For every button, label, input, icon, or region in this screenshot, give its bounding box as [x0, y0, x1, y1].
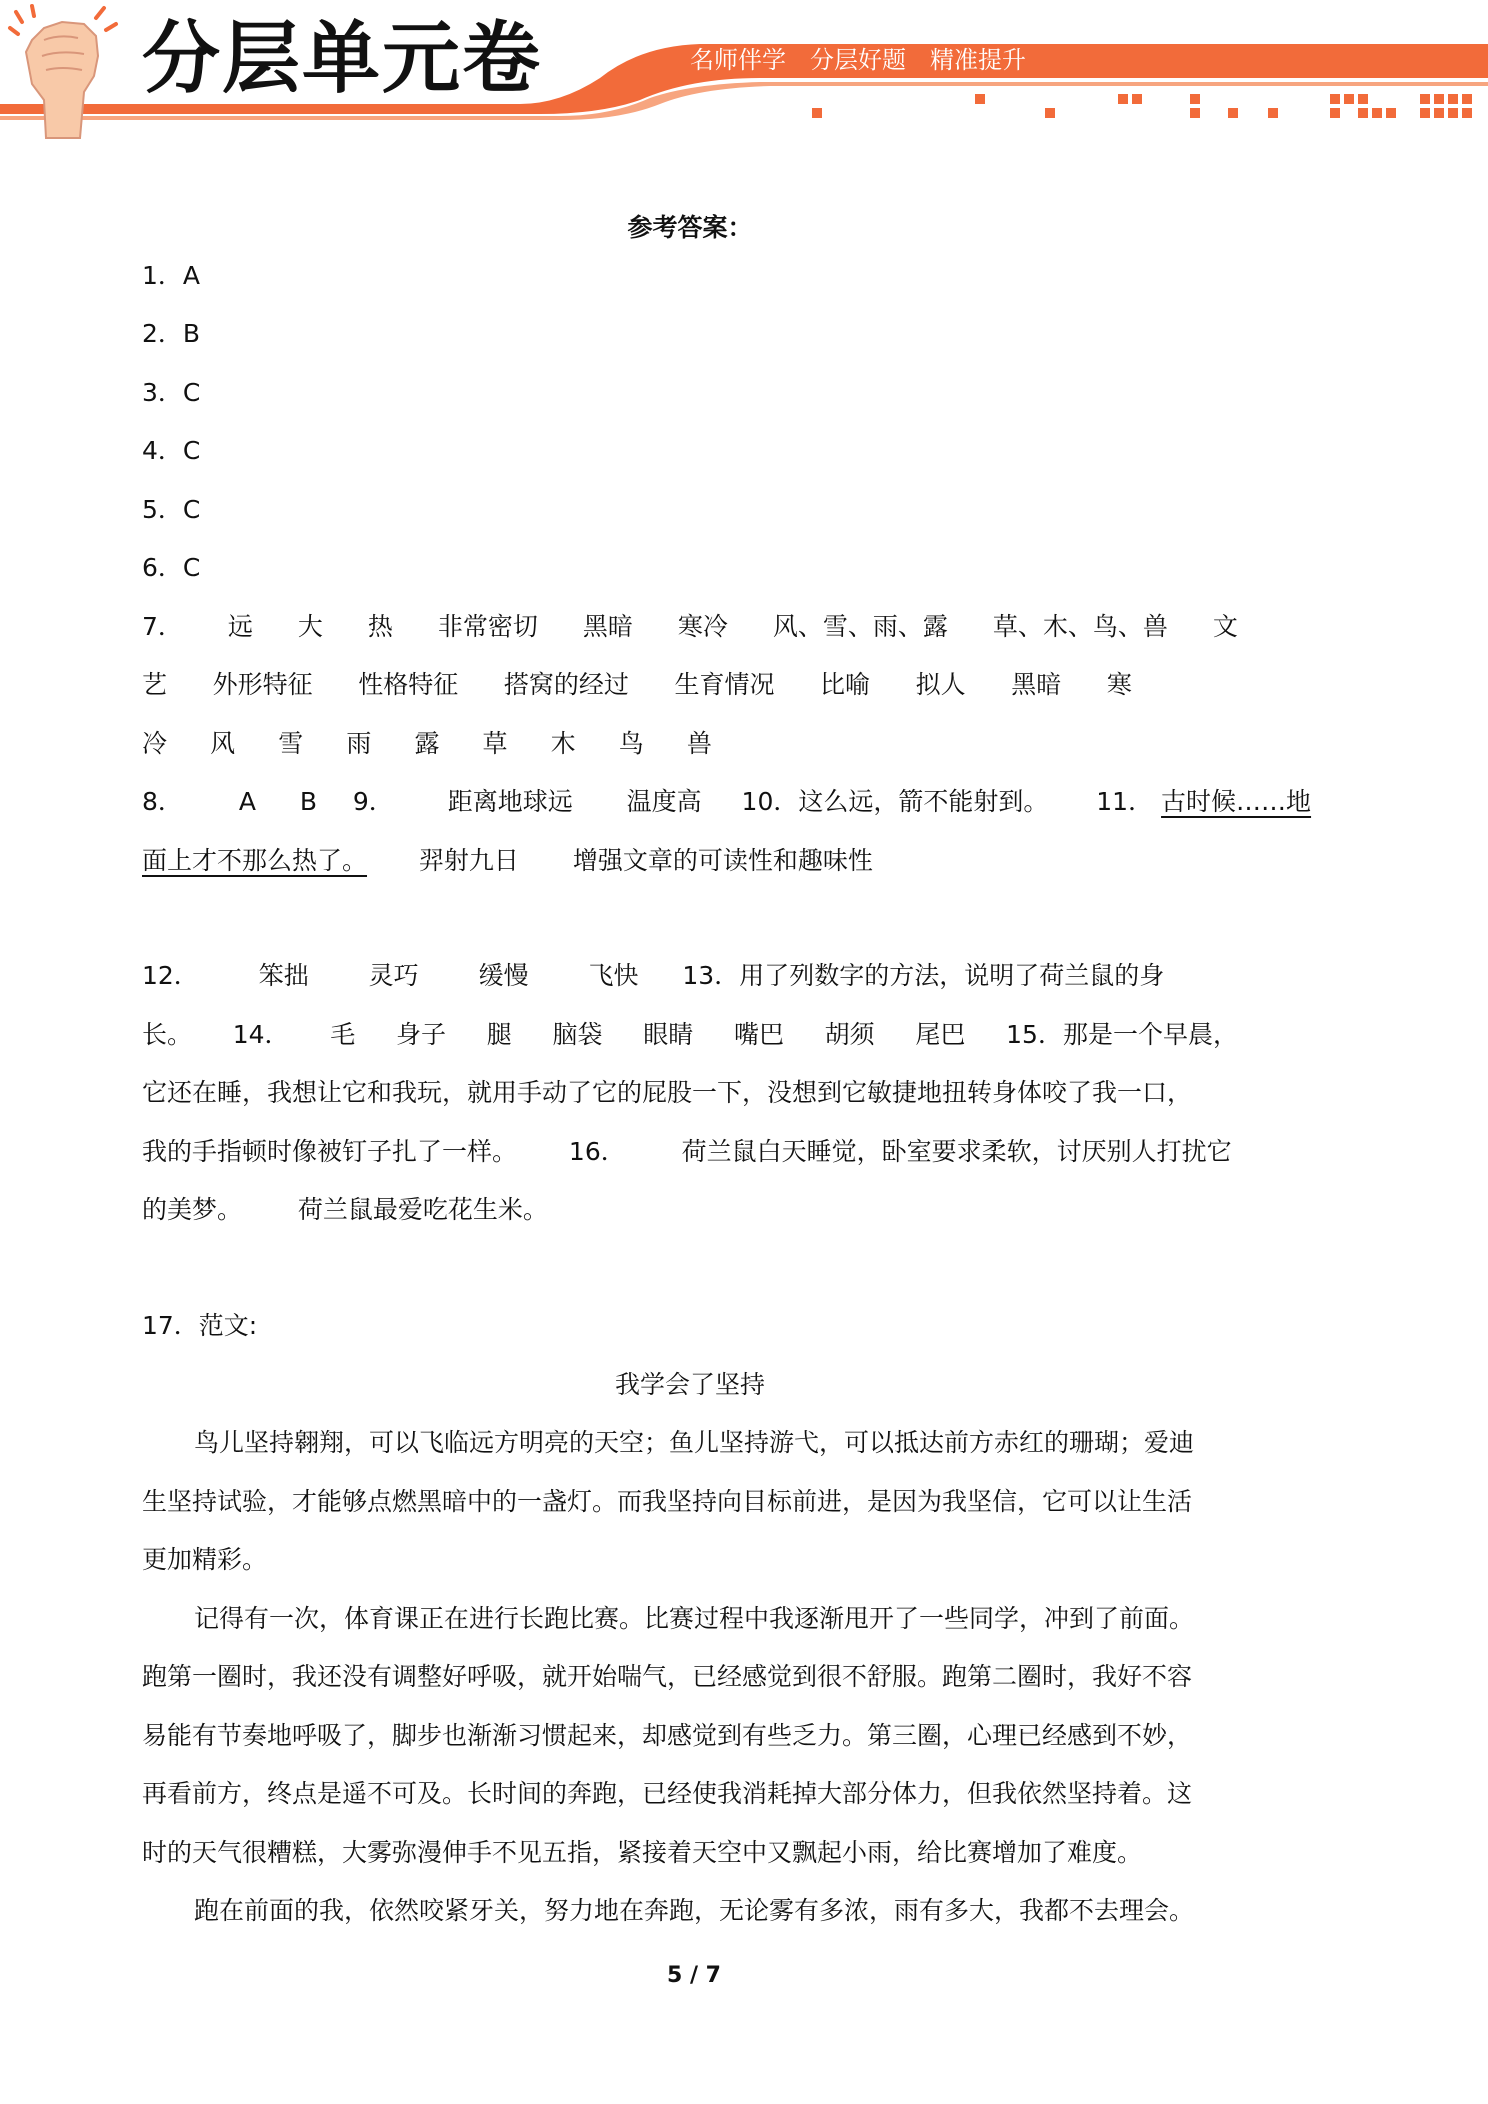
q7-item: 性格特征 [358, 670, 459, 699]
q14-q15-line [142, 1006, 1238, 1065]
q7-item: 冷 [142, 729, 168, 758]
q7-item: 风 [210, 729, 236, 758]
q7-item: 大 [297, 612, 323, 641]
essay-line: 跑第一圈时，我还没有调整好呼吸，就开始喘气，已经感觉到很不舒服。跑第二圈时，我好不容 [142, 1662, 1193, 1691]
q8-num: 8． [142, 787, 183, 816]
q7-item: 艺 [142, 670, 168, 699]
brand-title: 分层单元卷 [142, 14, 543, 104]
q7-item: 外形特征 [212, 670, 313, 699]
essay-line: 再看前方，终点是遥不可及。长时间的奔跑，已经使我消耗掉大部分体力，但我依然坚持着。这 [142, 1779, 1193, 1808]
q14-item: 毛 [330, 1020, 356, 1049]
q7-item: 鸟 [618, 729, 644, 758]
q16-line-2 [142, 1181, 548, 1240]
q17-label: 17．范文: [142, 1311, 258, 1340]
slogan-bar [690, 43, 1026, 77]
essay-line: 更加精彩。 [142, 1545, 268, 1574]
essay-line: 跑在前面的我，依然咬紧牙关，努力地在奔跑，无论雾有多浓，雨有多大，我都不去理会。 [194, 1896, 1195, 1925]
q16-answer-2: 荷兰鼠最爱吃花生米。 [297, 1195, 548, 1224]
q7-item: 比喻 [820, 670, 871, 699]
q9-answer-1: 距离地球远 [447, 787, 573, 816]
q14-item: 长。 [142, 1020, 193, 1049]
q7-item: 露 [414, 729, 440, 758]
q7-item: 草、木、鸟、兽 [992, 612, 1168, 641]
essay-line: 易能有节奏地呼吸了，脚步也渐渐习惯起来，却感觉到有些乏力。第三圈，心理已经感到不妙， [142, 1721, 1193, 1750]
q15-line-2: 它还在睡，我想让它和我玩，就用手动了它的屁股一下，没想到它敏捷地扭转身体咬了我一口， [142, 1078, 1193, 1107]
q7-item: 寒 [1106, 670, 1132, 699]
q7-item: 搭窝的经过 [503, 670, 629, 699]
q10-answer: 10．这么远，箭不能射到。 [741, 787, 1049, 816]
q7-item: 文 [1212, 612, 1238, 641]
q14-num: 14． [232, 1020, 290, 1049]
q14-item: 胡须 [824, 1020, 875, 1049]
q7-item: 远 [227, 612, 253, 641]
q14-item: 腿 [486, 1020, 512, 1049]
slogan-3: 精准提升 [930, 46, 1026, 74]
q12-num: 12． [142, 961, 199, 990]
q15-q16-line [142, 1123, 1232, 1182]
q8-answer-a: A [238, 787, 256, 816]
q11-num: 11． [1096, 787, 1154, 816]
q7-item: 风、雪、雨、露 [772, 612, 948, 641]
q7-row-2 [142, 656, 1132, 715]
q9-num: 9． [352, 787, 394, 816]
essay-title: 我学会了坚持 [614, 1370, 765, 1399]
answers-title: 参考答案： [627, 213, 753, 242]
q14-item: 身子 [396, 1020, 447, 1049]
q7-item: 拟人 [915, 670, 966, 699]
q14-item: 尾巴 [915, 1020, 966, 1049]
q8-answer-b: B [299, 787, 317, 816]
slogan-2: 分层好题 [810, 46, 906, 74]
slogan-1: 名师伴学 [690, 46, 786, 74]
q16-answer-1-end: 的美梦。 [142, 1195, 243, 1224]
q12-item: 飞快 [588, 961, 639, 990]
q7-row-1 [142, 598, 1238, 657]
q16-num: 16． [568, 1137, 626, 1166]
header-banner [0, 0, 1488, 150]
essay-line: 鸟儿坚持翱翔，可以飞临远方明亮的天空；鱼儿坚持游弋，可以抵达前方赤红的珊瑚；爱迪 [194, 1428, 1195, 1457]
q12-item: 笨拙 [258, 961, 309, 990]
q14-item: 眼睛 [643, 1020, 694, 1049]
q11-answer-3: 增强文章的可读性和趣味性 [572, 846, 873, 875]
q14-item: 嘴巴 [733, 1020, 784, 1049]
q15-start: 15．那是一个早晨， [1006, 1020, 1238, 1049]
q7-item: 黑暗 [1011, 670, 1062, 699]
q15-end: 我的手指顿时像被钉子扎了一样。 [142, 1137, 518, 1166]
essay-line: 时的天气很糟糕，大雾弥漫伸手不见五指，紧接着天空中又飘起小雨，给比赛增加了难度。 [142, 1838, 1143, 1867]
q12-item: 缓慢 [478, 961, 529, 990]
q7-item: 生育情况 [674, 670, 775, 699]
q7-item: 草 [482, 729, 508, 758]
answer-1: 1．A [142, 261, 201, 290]
q7-row-3 [142, 715, 712, 774]
q7-item: 雪 [278, 729, 304, 758]
q11-underlined-start: 古时候……地 [1161, 787, 1312, 816]
q7-item: 热 [367, 612, 393, 641]
q11-line-2 [142, 832, 873, 891]
answer-4: 4．C [142, 436, 201, 465]
q7-num: 7． [142, 612, 183, 641]
q13-answer: 13．用了列数字的方法，说明了荷兰鼠的身 [682, 961, 1165, 990]
q7-item: 非常密切 [437, 612, 538, 641]
q12-q13-line [142, 947, 1164, 1006]
essay-line: 记得有一次，体育课正在进行长跑比赛。比赛过程中我逐渐甩开了一些同学，冲到了前面。 [194, 1604, 1195, 1633]
q11-answer-2: 羿射九日 [418, 846, 519, 875]
q7-item: 木 [550, 729, 576, 758]
q8-q11-line [142, 773, 1311, 832]
page-number: 5 / 7 [667, 1963, 721, 1988]
q12-item: 灵巧 [368, 961, 419, 990]
essay-line: 生坚持试验，才能够点燃黑暗中的一盏灯。而我坚持向目标前进，是因为我坚信，它可以让生活 [142, 1487, 1193, 1516]
q16-answer-1: 荷兰鼠白天睡觉，卧室要求柔软，讨厌别人打扰它 [681, 1137, 1232, 1166]
q11-underlined-end: 面上才不那么热了。 [142, 846, 368, 875]
q14-item: 脑袋 [552, 1020, 603, 1049]
q7-item: 雨 [346, 729, 372, 758]
answer-3: 3．C [142, 378, 201, 407]
q7-item: 黑暗 [582, 612, 633, 641]
q9-answer-2: 温度高 [626, 787, 702, 816]
answer-5: 5．C [142, 495, 201, 524]
q7-item: 寒冷 [677, 612, 728, 641]
q7-item: 兽 [686, 729, 712, 758]
answer-6: 6．C [142, 553, 201, 582]
answer-2: 2．B [142, 319, 201, 348]
